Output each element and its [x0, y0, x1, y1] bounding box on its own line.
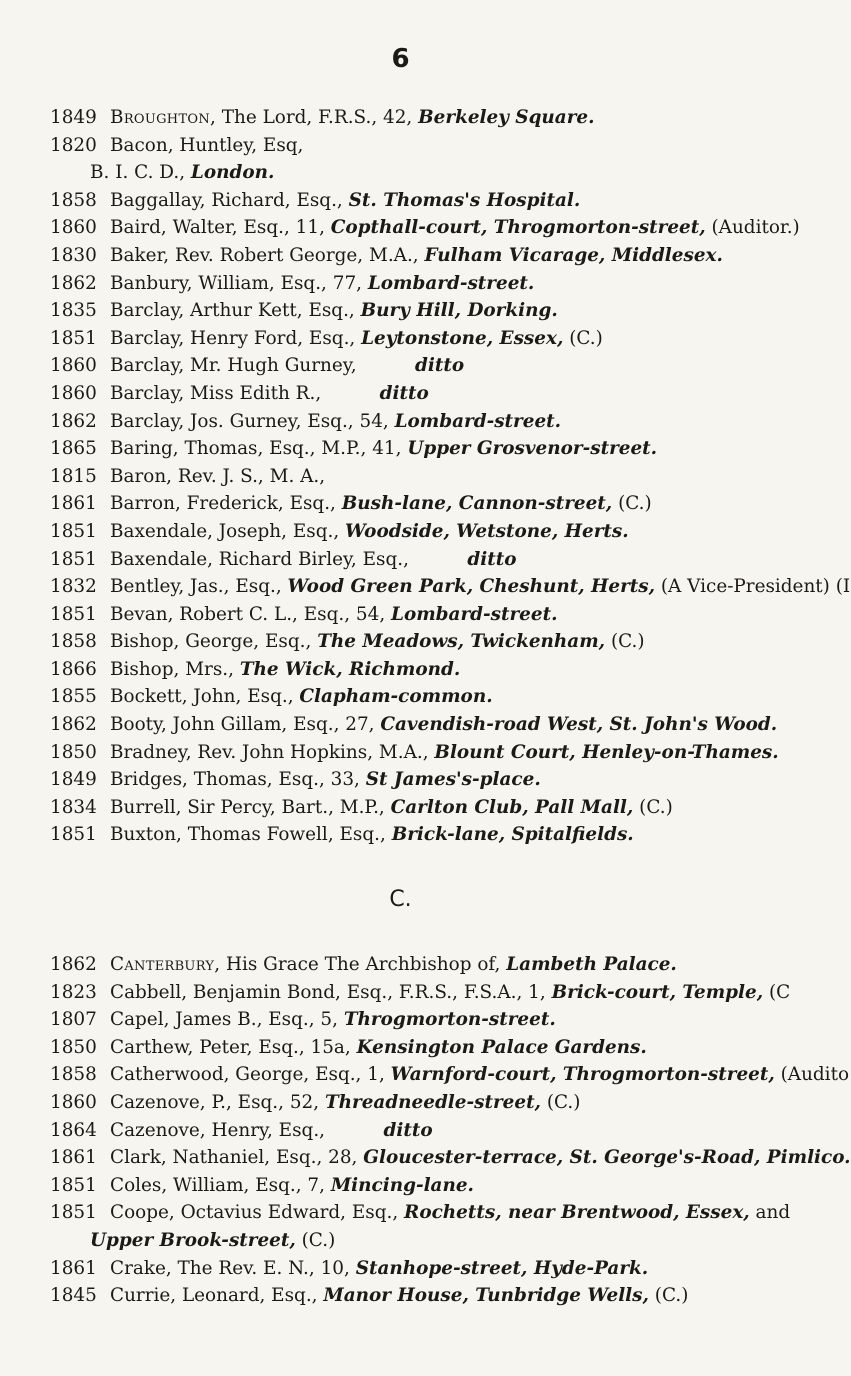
entry-address: Clapham-common. [299, 686, 493, 708]
entry-title-name: Broughton [110, 107, 211, 128]
entry-name: Currie, Leonard, Esq., [110, 1285, 324, 1307]
entry-year: 1860 [50, 1092, 97, 1113]
section-heading-c: C. [389, 887, 412, 913]
entry-address: Berkeley Square. [418, 107, 595, 128]
entry-year: 1834 [50, 796, 97, 818]
member-entry [50, 1034, 801, 1062]
entry-address: Wood Green Park, Cheshunt, Herts, [287, 576, 656, 598]
entry-name: Barclay, Henry Ford, Esq., [110, 327, 362, 349]
member-entry [50, 435, 801, 463]
entry-address: Carlton Club, Pall Mall, [390, 796, 634, 818]
entry-year: 1851 [50, 1202, 97, 1224]
entry-year: 1851 [50, 548, 97, 570]
entry-address: Cavendish-road West, St. John's Wood. [380, 714, 778, 736]
entry-name: Baker, Rev. Robert George, M.A., [110, 244, 425, 266]
entry-address: Threadneedle-street, [324, 1092, 541, 1113]
entry-name: Buxton, Thomas Fowell, Esq., [110, 824, 392, 846]
page-number: 6 [391, 44, 410, 74]
entry-note: (C.) [605, 631, 645, 653]
entry-address: ditto [383, 1119, 433, 1141]
member-entry [50, 739, 801, 767]
entry-name: Capel, James B., Esq., 5, [110, 1009, 344, 1031]
entry-address: Manor House, Tunbridge Wells, [323, 1285, 649, 1307]
entry-address: Lambeth Palace. [506, 954, 677, 976]
entry-name: Barron, Frederick, Esq., [110, 493, 342, 515]
entry-address: Rochetts, near Brentwood, Essex, [404, 1202, 750, 1224]
entry-name: Clark, Nathaniel, Esq., 28, [110, 1147, 364, 1169]
entry-name: B. I. C. D., [90, 162, 191, 184]
member-entry [50, 270, 801, 298]
entry-address: Lombard-street. [391, 603, 558, 625]
entry-year: 1849 [50, 107, 97, 128]
entry-address: The Wick, Richmond. [239, 658, 461, 680]
member-entry [50, 546, 801, 574]
entry-address: Brick-lane, Spitalfields. [391, 824, 634, 846]
entry-year: 1849 [50, 769, 97, 791]
entry-year: 1815 [50, 465, 97, 487]
member-entry [50, 490, 801, 518]
entry-address: St. Thomas's Hospital. [348, 189, 581, 211]
entry-name: Booty, John Gillam, Esq., 27, [110, 714, 381, 736]
entry-year: 1860 [50, 355, 97, 377]
entry-title-name: Canterbury [110, 954, 215, 976]
member-entry [50, 214, 801, 242]
member-entry [50, 1227, 801, 1255]
member-entry [50, 573, 851, 601]
entry-note: (C.) [540, 1092, 581, 1113]
entry-name: Bentley, Jas., Esq., [110, 576, 288, 598]
entry-note: (Audito [774, 1064, 850, 1086]
entry-year: 1865 [50, 438, 97, 460]
member-entry [50, 1144, 851, 1172]
entry-name: Cazenove, Henry, Esq., [110, 1119, 384, 1141]
member-entry [50, 1089, 801, 1117]
member-entry [50, 601, 801, 629]
entry-year: 1862 [50, 954, 97, 976]
member-entry [50, 1061, 850, 1089]
entry-year: 1860 [50, 382, 97, 404]
entry-address: The Meadows, Twickenham, [317, 631, 606, 653]
entry-note: (Auditor.) [705, 217, 800, 239]
entry-year: 1862 [50, 272, 97, 294]
entry-name: Barclay, Arthur Kett, Esq., [110, 300, 361, 322]
entry-address: Bush-lane, Cannon-street, [341, 493, 613, 515]
entry-year: 1830 [50, 244, 97, 266]
entry-name: Coope, Octavius Edward, Esq., [110, 1202, 405, 1224]
entry-name: Bridges, Thomas, Esq., 33, [110, 769, 366, 791]
entry-address: Gloucester-terrace, St. George's-Road, Pimlico. [363, 1147, 851, 1169]
entry-note: (C [763, 981, 791, 1003]
entry-name: Baron, Rev. J. S., M. A., [110, 465, 326, 487]
member-entry [50, 1006, 801, 1034]
entry-year: 1861 [50, 493, 97, 515]
entry-address: Leytonstone, Essex, [361, 327, 564, 349]
entry-name: Baggallay, Richard, Esq., [110, 189, 349, 211]
entry-year: 1858 [50, 631, 97, 653]
entry-address: London. [190, 162, 275, 184]
entry-year: 1858 [50, 1064, 97, 1086]
entry-address: Stanhope-street, Hyde-Park. [355, 1257, 649, 1279]
entry-name: Bevan, Robert C. L., Esq., 54, [110, 603, 392, 625]
member-entry [50, 297, 801, 325]
entry-year: 1861 [50, 1257, 97, 1279]
entry-note: (C.) [648, 1285, 689, 1307]
member-entry [50, 794, 801, 822]
entry-name: Bishop, George, Esq., [110, 631, 318, 653]
member-entry [50, 1282, 801, 1310]
entry-address: Woodside, Wetstone, Herts. [345, 520, 629, 542]
entry-year: 1851 [50, 824, 97, 846]
member-entry [50, 628, 801, 656]
entry-note: (A Vice-President) (I [655, 576, 851, 598]
entry-year: 1835 [50, 300, 97, 322]
entry-name: Carthew, Peter, Esq., 15a, [110, 1036, 357, 1058]
entry-address: Lombard-street. [394, 410, 562, 432]
entry-year: 1855 [50, 686, 97, 708]
entry-note: (C.) [295, 1229, 336, 1251]
member-entry [50, 1172, 801, 1200]
entry-year: 1850 [50, 1036, 97, 1058]
entry-note: (C.) [563, 327, 603, 349]
member-entry [50, 132, 801, 160]
entry-name: Bockett, John, Esq., [110, 686, 300, 708]
entry-address: Warnford-court, Throgmorton-street, [390, 1064, 775, 1086]
entry-name: Barclay, Jos. Gurney, Esq., 54, [110, 410, 395, 432]
entry-name: Crake, The Rev. E. N., 10, [110, 1257, 356, 1279]
member-entry [50, 766, 801, 794]
entry-address: St James's-place. [365, 769, 541, 791]
section-c-entries [50, 951, 851, 1310]
entry-name: , The Lord, F.R.S., 42, [210, 107, 419, 128]
entry-name: Cabbell, Benjamin Bond, Esq., F.R.S., F.S.A., 1, [110, 981, 552, 1003]
member-entry [50, 656, 801, 684]
entry-year: 1858 [50, 189, 97, 211]
entry-address: Copthall-court, Throgmorton-street, [330, 217, 706, 239]
entry-name: Catherwood, George, Esq., 1, [110, 1064, 391, 1086]
entry-address: Kensington Palace Gardens. [356, 1036, 647, 1058]
entry-address: ditto [379, 382, 429, 404]
entry-address: Upper Grosvenor-street. [407, 438, 658, 460]
member-entry [50, 187, 801, 215]
entry-name: Barclay, Mr. Hugh Gurney, [110, 355, 415, 377]
member-entry [50, 518, 801, 546]
entry-address: ditto [415, 355, 465, 377]
member-entry [50, 380, 801, 408]
member-entry [50, 979, 801, 1007]
section-b-entries [50, 104, 851, 849]
entry-year: 1851 [50, 603, 97, 625]
entry-name: Bradney, Rev. John Hopkins, M.A., [110, 741, 435, 763]
entry-address: Brick-court, Temple, [551, 981, 764, 1003]
entry-year: 1862 [50, 410, 97, 432]
entry-year: 1862 [50, 714, 97, 736]
member-entry [50, 325, 801, 353]
entry-year: 1861 [50, 1147, 97, 1169]
entry-name: Burrell, Sir Percy, Bart., M.P., [110, 796, 391, 818]
member-entry [50, 408, 801, 436]
entry-year: 1845 [50, 1285, 97, 1307]
entry-address: Bury Hill, Dorking. [360, 300, 558, 322]
entry-name: Coles, William, Esq., 7, [110, 1174, 331, 1196]
member-list [50, 104, 851, 1310]
member-entry [50, 683, 801, 711]
member-entry [50, 159, 801, 187]
member-entry [50, 463, 801, 491]
entry-year: 1851 [50, 327, 97, 349]
member-entry [50, 821, 801, 849]
entry-year: 1823 [50, 981, 97, 1003]
member-entry [50, 951, 801, 979]
entry-year: 1851 [50, 520, 97, 542]
member-entry [50, 711, 801, 739]
member-entry [50, 1117, 801, 1145]
entry-year: 1820 [50, 134, 97, 156]
member-entry [50, 104, 801, 132]
member-entry [50, 1199, 801, 1227]
entry-address: Fulham Vicarage, Middlesex. [424, 244, 723, 266]
entry-name: Baird, Walter, Esq., 11, [110, 217, 331, 239]
member-entry [50, 242, 801, 270]
member-entry [50, 1255, 801, 1283]
entry-year: 1864 [50, 1119, 97, 1141]
entry-address: Blount Court, Henley-on-Thames. [434, 741, 779, 763]
entry-name: , His Grace The Archbishop of, [214, 954, 507, 976]
entry-name: Banbury, William, Esq., 77, [110, 272, 368, 294]
entry-name: Baxendale, Richard Birley, Esq., [110, 548, 468, 570]
entry-address: Mincing-lane. [330, 1174, 474, 1196]
entry-year: 1850 [50, 741, 97, 763]
entry-address: Throgmorton-street. [343, 1009, 556, 1031]
entry-note: and [749, 1202, 791, 1224]
entry-year: 1851 [50, 1174, 97, 1196]
entry-address: Lombard-street. [367, 272, 535, 294]
entry-name: Baxendale, Joseph, Esq., [110, 520, 346, 542]
entry-address: Upper Brook-street, [90, 1229, 296, 1251]
entry-note: (C.) [612, 493, 652, 515]
entry-note: (C.) [633, 796, 673, 818]
entry-year: 1860 [50, 217, 97, 239]
entry-year: 1832 [50, 576, 97, 598]
entry-name: Barclay, Miss Edith R., [110, 382, 380, 404]
entry-year: 1807 [50, 1009, 97, 1031]
entry-year: 1866 [50, 658, 97, 680]
entry-name: Baring, Thomas, Esq., M.P., 41, [110, 438, 408, 460]
entry-name: Bacon, Huntley, Esq, [110, 134, 304, 156]
member-entry [50, 352, 801, 380]
entry-address: ditto [467, 548, 517, 570]
entry-name: Cazenove, P., Esq., 52, [110, 1092, 325, 1113]
entry-name: Bishop, Mrs., [110, 658, 240, 680]
